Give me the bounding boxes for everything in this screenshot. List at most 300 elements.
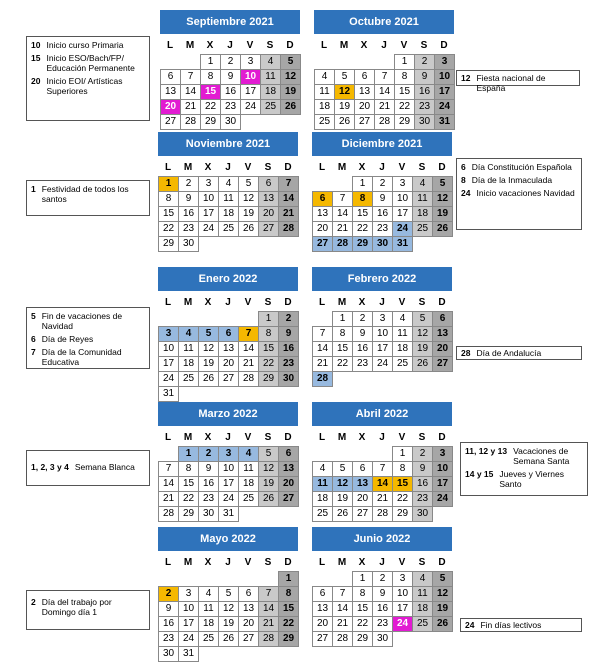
legend-may bbox=[26, 590, 150, 630]
day-cell: 1 bbox=[352, 571, 373, 587]
weekday-label: S bbox=[264, 432, 272, 443]
day-cell: 10 bbox=[432, 461, 453, 477]
day-cell: 10 bbox=[240, 69, 261, 85]
month-abr bbox=[312, 402, 452, 521]
day-cell: 5 bbox=[238, 176, 259, 192]
day-cell: 5 bbox=[432, 571, 453, 587]
day-cell: 21 bbox=[332, 616, 353, 632]
weekday-label: J bbox=[379, 557, 385, 568]
day-cell: 21 bbox=[238, 356, 259, 372]
day-cell: 11 bbox=[198, 601, 219, 617]
legend-row bbox=[31, 597, 145, 617]
day-cell: 15 bbox=[352, 206, 373, 222]
legend-row bbox=[31, 311, 145, 331]
day-cell: 27 bbox=[238, 631, 259, 647]
weekday-label: S bbox=[418, 432, 426, 443]
legend-day: 6 bbox=[31, 334, 36, 344]
day-cell: 4 bbox=[314, 69, 335, 85]
day-cell: 5 bbox=[198, 326, 219, 342]
empty-cell bbox=[158, 571, 179, 587]
day-cell: 6 bbox=[432, 311, 453, 327]
day-cell: 10 bbox=[218, 461, 239, 477]
day-cell: 16 bbox=[414, 84, 435, 100]
weekday-label: V bbox=[244, 162, 252, 173]
day-cell: 18 bbox=[412, 206, 433, 222]
weekday-row bbox=[312, 295, 452, 311]
legend-row bbox=[31, 184, 145, 204]
empty-cell bbox=[198, 311, 219, 327]
day-cell: 12 bbox=[218, 601, 239, 617]
legend-mar bbox=[26, 450, 150, 486]
day-cell: 5 bbox=[280, 54, 301, 70]
day-cell: 14 bbox=[158, 476, 179, 492]
month-jun bbox=[312, 527, 452, 646]
weekday-label: L bbox=[164, 432, 172, 443]
empty-cell bbox=[180, 54, 201, 70]
day-cell: 20 bbox=[312, 616, 333, 632]
day-cell: 16 bbox=[412, 476, 433, 492]
weekday-label: X bbox=[358, 432, 366, 443]
day-cell: 25 bbox=[198, 631, 219, 647]
legend-text: Fiesta nacional de España bbox=[476, 73, 546, 93]
day-cell: 2 bbox=[220, 54, 241, 70]
day-cell: 17 bbox=[372, 341, 393, 357]
day-cell: 14 bbox=[278, 191, 299, 207]
day-cell: 24 bbox=[178, 631, 199, 647]
weekday-label: J bbox=[227, 40, 233, 51]
legend-text: Inicio ESO/Bach/FP/ Educación Permanente bbox=[46, 53, 135, 73]
day-cell: 18 bbox=[198, 616, 219, 632]
legend-abr bbox=[460, 442, 588, 496]
legend-day: 24 bbox=[465, 620, 475, 630]
legend-row bbox=[461, 175, 577, 185]
weekday-label: L bbox=[164, 557, 172, 568]
weekday-label: J bbox=[379, 297, 385, 308]
weekday-label: M bbox=[183, 557, 193, 568]
day-cell: 23 bbox=[198, 491, 219, 507]
empty-cell bbox=[332, 571, 353, 587]
empty-cell bbox=[374, 54, 395, 70]
day-grid bbox=[158, 176, 298, 251]
day-cell: 9 bbox=[414, 69, 435, 85]
day-cell: 20 bbox=[278, 476, 299, 492]
weekday-label: D bbox=[286, 40, 294, 51]
day-cell: 15 bbox=[394, 84, 415, 100]
legend-day: 11, 12 y 13 bbox=[465, 446, 508, 456]
legend-text: Semana Blanca bbox=[74, 462, 135, 472]
day-cell: 3 bbox=[158, 326, 179, 342]
weekday-label: X bbox=[358, 557, 366, 568]
empty-cell bbox=[218, 311, 239, 327]
day-cell: 25 bbox=[312, 506, 333, 522]
weekday-label: L bbox=[320, 40, 328, 51]
day-cell: 8 bbox=[278, 586, 299, 602]
weekday-label: V bbox=[244, 432, 252, 443]
legend-text: Jueves y Viernes Santo bbox=[499, 469, 564, 489]
day-cell: 28 bbox=[372, 506, 393, 522]
day-cell: 28 bbox=[332, 631, 353, 647]
day-cell: 5 bbox=[332, 461, 353, 477]
day-cell: 26 bbox=[198, 371, 219, 387]
weekday-label: X bbox=[204, 557, 212, 568]
day-cell: 30 bbox=[372, 631, 393, 647]
legend-text: Fin de vacaciones de Navidad bbox=[41, 311, 123, 331]
day-cell: 26 bbox=[332, 506, 353, 522]
day-cell: 15 bbox=[352, 601, 373, 617]
day-cell: 11 bbox=[238, 461, 259, 477]
day-cell: 22 bbox=[352, 616, 373, 632]
day-cell: 2 bbox=[372, 571, 393, 587]
day-cell: 21 bbox=[374, 99, 395, 115]
day-cell: 20 bbox=[218, 356, 239, 372]
day-cell: 13 bbox=[258, 191, 279, 207]
day-cell: 9 bbox=[372, 586, 393, 602]
day-cell: 28 bbox=[374, 114, 395, 130]
day-cell: 19 bbox=[412, 341, 433, 357]
empty-cell bbox=[332, 446, 353, 462]
day-cell: 7 bbox=[258, 586, 279, 602]
empty-cell bbox=[334, 54, 355, 70]
day-cell: 27 bbox=[312, 631, 333, 647]
legend-text: Festividad de todos los santos bbox=[41, 184, 129, 204]
day-grid bbox=[312, 571, 452, 646]
legend-dic bbox=[456, 158, 582, 230]
weekday-label: L bbox=[164, 162, 172, 173]
day-cell: 6 bbox=[218, 326, 239, 342]
day-cell: 25 bbox=[178, 371, 199, 387]
weekday-label: M bbox=[183, 162, 193, 173]
day-grid bbox=[158, 571, 298, 661]
month-header: Abril 2022 bbox=[312, 402, 452, 426]
weekday-label: D bbox=[440, 40, 448, 51]
day-cell: 12 bbox=[238, 191, 259, 207]
day-cell: 5 bbox=[258, 446, 279, 462]
day-cell: 31 bbox=[178, 646, 199, 662]
legend-row bbox=[465, 446, 583, 466]
day-cell: 21 bbox=[158, 491, 179, 507]
legend-nov bbox=[26, 180, 150, 216]
weekday-label: M bbox=[339, 40, 349, 51]
day-cell: 28 bbox=[238, 371, 259, 387]
day-cell: 4 bbox=[260, 54, 281, 70]
day-cell: 12 bbox=[258, 461, 279, 477]
day-cell: 16 bbox=[178, 206, 199, 222]
day-cell: 4 bbox=[412, 571, 433, 587]
day-cell: 11 bbox=[392, 326, 413, 342]
month-header: Marzo 2022 bbox=[158, 402, 298, 426]
empty-cell bbox=[312, 446, 333, 462]
day-cell: 7 bbox=[180, 69, 201, 85]
legend-day: 6 bbox=[461, 162, 466, 172]
day-cell: 27 bbox=[278, 491, 299, 507]
weekday-label: D bbox=[284, 162, 292, 173]
day-cell: 19 bbox=[198, 356, 219, 372]
empty-cell bbox=[258, 571, 279, 587]
day-cell: 20 bbox=[160, 99, 181, 115]
day-cell: 8 bbox=[178, 461, 199, 477]
day-cell: 1 bbox=[258, 311, 279, 327]
day-cell: 20 bbox=[352, 491, 373, 507]
day-cell: 4 bbox=[218, 176, 239, 192]
weekday-label: V bbox=[398, 432, 406, 443]
day-cell: 24 bbox=[432, 491, 453, 507]
day-cell: 16 bbox=[372, 206, 393, 222]
day-cell: 8 bbox=[352, 586, 373, 602]
day-cell: 10 bbox=[198, 191, 219, 207]
day-cell: 11 bbox=[412, 586, 433, 602]
day-cell: 21 bbox=[278, 206, 299, 222]
legend-row bbox=[31, 462, 145, 472]
day-cell: 13 bbox=[312, 601, 333, 617]
day-cell: 29 bbox=[278, 631, 299, 647]
day-cell: 14 bbox=[332, 206, 353, 222]
weekday-label: V bbox=[398, 557, 406, 568]
day-cell: 6 bbox=[354, 69, 375, 85]
legend-row bbox=[31, 76, 145, 96]
day-cell: 21 bbox=[180, 99, 201, 115]
weekday-label: S bbox=[264, 162, 272, 173]
day-cell: 3 bbox=[392, 571, 413, 587]
day-cell: 26 bbox=[432, 221, 453, 237]
day-cell: 23 bbox=[412, 491, 433, 507]
day-cell: 26 bbox=[258, 491, 279, 507]
legend-day: 1 bbox=[31, 184, 36, 194]
weekday-label: X bbox=[204, 432, 212, 443]
day-cell: 6 bbox=[352, 461, 373, 477]
month-header: Diciembre 2021 bbox=[312, 132, 452, 156]
weekday-label: L bbox=[166, 40, 174, 51]
day-cell: 16 bbox=[352, 341, 373, 357]
day-cell: 23 bbox=[414, 99, 435, 115]
day-cell: 8 bbox=[158, 191, 179, 207]
day-cell: 17 bbox=[198, 206, 219, 222]
legend-text: Día Constitución Española bbox=[471, 162, 572, 172]
legend-oct bbox=[456, 70, 580, 93]
weekday-label: D bbox=[284, 557, 292, 568]
day-cell: 2 bbox=[158, 586, 179, 602]
month-nov bbox=[158, 132, 298, 251]
day-cell: 11 bbox=[260, 69, 281, 85]
day-cell: 17 bbox=[218, 476, 239, 492]
day-cell: 29 bbox=[352, 631, 373, 647]
day-cell: 25 bbox=[412, 616, 433, 632]
weekday-label: J bbox=[225, 557, 231, 568]
day-cell: 23 bbox=[220, 99, 241, 115]
day-cell: 2 bbox=[414, 54, 435, 70]
weekday-label: S bbox=[418, 297, 426, 308]
day-cell: 26 bbox=[218, 631, 239, 647]
empty-cell bbox=[312, 571, 333, 587]
day-cell: 17 bbox=[158, 356, 179, 372]
weekday-label: M bbox=[185, 40, 195, 51]
day-cell: 10 bbox=[178, 601, 199, 617]
legend-row bbox=[461, 162, 577, 172]
day-cell: 8 bbox=[332, 326, 353, 342]
weekday-row bbox=[312, 160, 452, 176]
day-cell: 14 bbox=[332, 601, 353, 617]
day-cell: 30 bbox=[220, 114, 241, 130]
legend-row bbox=[461, 348, 577, 358]
day-cell: 5 bbox=[218, 586, 239, 602]
day-cell: 29 bbox=[158, 236, 179, 252]
legend-day: 10 bbox=[31, 40, 41, 50]
day-cell: 24 bbox=[372, 356, 393, 372]
day-cell: 13 bbox=[238, 601, 259, 617]
day-cell: 9 bbox=[352, 326, 373, 342]
day-cell: 28 bbox=[258, 631, 279, 647]
day-cell: 5 bbox=[334, 69, 355, 85]
day-cell: 15 bbox=[332, 341, 353, 357]
month-sep bbox=[160, 10, 300, 129]
day-cell: 7 bbox=[312, 326, 333, 342]
day-cell: 18 bbox=[312, 491, 333, 507]
day-cell: 13 bbox=[160, 84, 181, 100]
day-cell: 18 bbox=[412, 601, 433, 617]
day-cell: 26 bbox=[280, 99, 301, 115]
day-cell: 13 bbox=[432, 326, 453, 342]
legend-text: Día de la Inmaculada bbox=[471, 175, 553, 185]
day-cell: 30 bbox=[372, 236, 393, 252]
day-cell: 9 bbox=[278, 326, 299, 342]
day-cell: 12 bbox=[432, 191, 453, 207]
day-cell: 10 bbox=[158, 341, 179, 357]
day-cell: 9 bbox=[372, 191, 393, 207]
weekday-label: M bbox=[183, 297, 193, 308]
day-cell: 28 bbox=[158, 506, 179, 522]
empty-cell bbox=[372, 446, 393, 462]
weekday-label: D bbox=[438, 162, 446, 173]
weekday-label: X bbox=[360, 40, 368, 51]
day-cell: 12 bbox=[412, 326, 433, 342]
weekday-label: D bbox=[284, 297, 292, 308]
day-cell: 3 bbox=[372, 311, 393, 327]
day-cell: 27 bbox=[352, 506, 373, 522]
day-cell: 7 bbox=[278, 176, 299, 192]
day-cell: 12 bbox=[198, 341, 219, 357]
month-header: Octubre 2021 bbox=[314, 10, 454, 34]
weekday-label: S bbox=[418, 557, 426, 568]
day-cell: 12 bbox=[432, 586, 453, 602]
day-cell: 24 bbox=[392, 616, 413, 632]
day-cell: 30 bbox=[198, 506, 219, 522]
legend-day: 14 y 15 bbox=[465, 469, 494, 479]
day-cell: 25 bbox=[238, 491, 259, 507]
weekday-label: X bbox=[358, 162, 366, 173]
day-cell: 20 bbox=[354, 99, 375, 115]
day-grid bbox=[158, 446, 298, 521]
day-cell: 6 bbox=[312, 191, 333, 207]
day-cell: 21 bbox=[372, 491, 393, 507]
day-cell: 28 bbox=[180, 114, 201, 130]
day-cell: 19 bbox=[334, 99, 355, 115]
day-cell: 4 bbox=[392, 311, 413, 327]
day-cell: 14 bbox=[372, 476, 393, 492]
day-cell: 27 bbox=[218, 371, 239, 387]
day-cell: 22 bbox=[178, 491, 199, 507]
legend-day: 1, 2, 3 y 4 bbox=[31, 462, 69, 472]
empty-cell bbox=[312, 311, 333, 327]
day-cell: 4 bbox=[312, 461, 333, 477]
day-cell: 17 bbox=[392, 206, 413, 222]
day-cell: 2 bbox=[278, 311, 299, 327]
day-cell: 1 bbox=[392, 446, 413, 462]
legend-row bbox=[31, 347, 145, 367]
day-cell: 14 bbox=[258, 601, 279, 617]
weekday-label: L bbox=[318, 297, 326, 308]
weekday-row bbox=[158, 295, 298, 311]
day-cell: 13 bbox=[218, 341, 239, 357]
month-oct bbox=[314, 10, 454, 129]
day-cell: 29 bbox=[352, 236, 373, 252]
weekday-label: S bbox=[420, 40, 428, 51]
weekday-label: D bbox=[438, 297, 446, 308]
day-cell: 10 bbox=[434, 69, 455, 85]
day-cell: 27 bbox=[258, 221, 279, 237]
legend-row bbox=[31, 53, 145, 73]
day-cell: 19 bbox=[432, 206, 453, 222]
day-cell: 25 bbox=[392, 356, 413, 372]
day-cell: 20 bbox=[238, 616, 259, 632]
day-cell: 1 bbox=[158, 176, 179, 192]
weekday-label: X bbox=[204, 297, 212, 308]
day-cell: 23 bbox=[178, 221, 199, 237]
day-cell: 19 bbox=[238, 206, 259, 222]
weekday-label: S bbox=[264, 297, 272, 308]
day-cell: 29 bbox=[200, 114, 221, 130]
day-cell: 3 bbox=[392, 176, 413, 192]
weekday-row bbox=[160, 38, 300, 54]
day-cell: 3 bbox=[432, 446, 453, 462]
day-cell: 2 bbox=[178, 176, 199, 192]
weekday-row bbox=[312, 430, 452, 446]
weekday-row bbox=[312, 555, 452, 571]
day-cell: 4 bbox=[238, 446, 259, 462]
day-cell: 25 bbox=[218, 221, 239, 237]
weekday-row bbox=[158, 555, 298, 571]
weekday-row bbox=[158, 160, 298, 176]
weekday-label: X bbox=[204, 162, 212, 173]
legend-day: 28 bbox=[461, 348, 471, 358]
day-cell: 15 bbox=[158, 206, 179, 222]
weekday-label: V bbox=[246, 40, 254, 51]
day-cell: 17 bbox=[392, 601, 413, 617]
empty-cell bbox=[218, 571, 239, 587]
weekday-label: M bbox=[337, 557, 347, 568]
day-cell: 1 bbox=[278, 571, 299, 587]
day-cell: 17 bbox=[432, 476, 453, 492]
day-cell: 13 bbox=[278, 461, 299, 477]
day-cell: 7 bbox=[374, 69, 395, 85]
day-cell: 26 bbox=[334, 114, 355, 130]
day-cell: 15 bbox=[200, 84, 221, 100]
day-cell: 17 bbox=[434, 84, 455, 100]
day-cell: 8 bbox=[392, 461, 413, 477]
month-ene bbox=[158, 267, 298, 401]
day-cell: 1 bbox=[332, 311, 353, 327]
weekday-label: X bbox=[206, 40, 214, 51]
day-cell: 21 bbox=[312, 356, 333, 372]
weekday-label: D bbox=[284, 432, 292, 443]
day-cell: 9 bbox=[198, 461, 219, 477]
month-header: Enero 2022 bbox=[158, 267, 298, 291]
day-cell: 18 bbox=[260, 84, 281, 100]
month-header: Noviembre 2021 bbox=[158, 132, 298, 156]
weekday-label: S bbox=[266, 40, 274, 51]
day-cell: 11 bbox=[412, 191, 433, 207]
day-cell: 4 bbox=[198, 586, 219, 602]
day-cell: 3 bbox=[434, 54, 455, 70]
day-cell: 30 bbox=[414, 114, 435, 130]
